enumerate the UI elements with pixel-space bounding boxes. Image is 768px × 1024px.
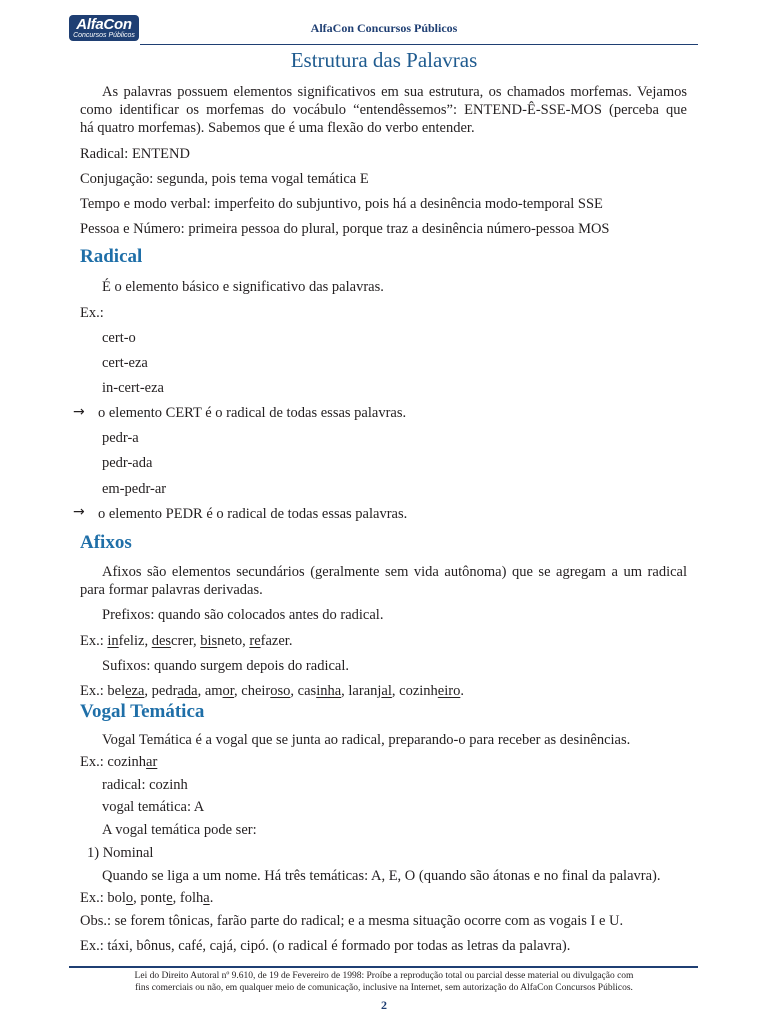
prefixos-definition: Prefixos: quando são colocados antes do radical. bbox=[102, 607, 384, 623]
vogal-obs: Obs.: se forem tônicas, farão parte do radical; e a mesma situação ocorre com as vogais I e U. bbox=[80, 913, 624, 929]
arrow-right-icon: → bbox=[73, 504, 85, 520]
vogal-nominal-item: 1) Nominal bbox=[87, 845, 154, 861]
header-divider bbox=[140, 44, 698, 45]
vogal-nominal-description: Quando se liga a um nome. Há três temáticas: A, E, O (quando são átonas e no final da palavra). bbox=[102, 868, 661, 884]
suffix-examples: Ex.: beleza, pedrada, amor, cheiroso, casinha, laranjal, cozinheiro. bbox=[80, 683, 464, 699]
arrow-right-icon: → bbox=[73, 404, 85, 420]
vogal-tematica-line: vogal temática: A bbox=[102, 799, 205, 815]
page-title: Estrutura das Palavras bbox=[290, 48, 478, 72]
radical-example: pedr-ada bbox=[102, 455, 153, 471]
vogal-definition: Vogal Temática é a vogal que se junta ao radical, preparando-o para receber as desinências. bbox=[102, 732, 631, 748]
intro-pessoa-numero: Pessoa e Número: primeira pessoa do plural, porque traz a desinência número-pessoa MOS bbox=[80, 221, 610, 237]
radical-example: cert-o bbox=[102, 330, 136, 346]
intro-paragraph-line-3: há quatro morfemas). Sabemos que é uma flexão do verbo entender. bbox=[80, 120, 475, 136]
intro-paragraph-line-2: como identificar os morfemas do vocábulo “entendêssemos”: ENTEND-Ê-SSE-MOS (perceba que bbox=[80, 102, 687, 118]
afixos-definition-line-2: para formar palavras derivadas. bbox=[80, 582, 263, 598]
intro-radical: Radical: ENTEND bbox=[80, 146, 190, 162]
intro-paragraph-line-1: As palavras possuem elementos significativos em sua estrutura, os chamados morfemas. Vejamos bbox=[102, 84, 687, 100]
section-heading-afixos: Afixos bbox=[80, 532, 132, 553]
vogal-pode-ser: A vogal temática pode ser: bbox=[102, 822, 257, 838]
radical-note-cert: o elemento CERT é o radical de todas essas palavras. bbox=[98, 405, 407, 421]
radical-ex-label: Ex.: bbox=[80, 305, 104, 321]
radical-example: in-cert-eza bbox=[102, 380, 164, 396]
nominal-examples: Ex.: bolo, ponte, folha. bbox=[80, 890, 214, 906]
radical-note-pedr: o elemento PEDR é o radical de todas essas palavras. bbox=[98, 506, 408, 522]
section-heading-vogal-tematica: Vogal Temática bbox=[80, 701, 205, 722]
vogal-tonicas-examples: Ex.: táxi, bônus, café, cajá, cipó. (o radical é formado por todas as letras da palavra). bbox=[80, 938, 571, 954]
radical-example: cert-eza bbox=[102, 355, 148, 371]
radical-example: em-pedr-ar bbox=[102, 481, 167, 497]
logo-main-text: AlfaCon bbox=[76, 16, 132, 33]
intro-tempo-modo: Tempo e modo verbal: imperfeito do subjuntivo, pois há a desinência modo-temporal SSE bbox=[80, 196, 603, 212]
intro-conjugacao: Conjugação: segunda, pois tema vogal temática E bbox=[80, 171, 369, 187]
radical-definition: É o elemento básico e significativo das palavras. bbox=[102, 279, 384, 295]
afixos-definition-line-1: Afixos são elementos secundários (geralmente sem vida autônoma) que se agregam a um radical bbox=[102, 564, 687, 580]
vogal-radical-line: radical: cozinh bbox=[102, 777, 188, 793]
prefix-examples: Ex.: infeliz, descrer, bisneto, refazer. bbox=[80, 633, 293, 649]
vogal-example: Ex.: cozinhar bbox=[80, 754, 158, 770]
header-title: AlfaCon Concursos Públicos bbox=[310, 21, 458, 35]
footer-divider bbox=[69, 966, 698, 968]
radical-example: pedr-a bbox=[102, 430, 139, 446]
footer-copyright-line-2: fins comerciais ou não, em qualquer meio de comunicação, inclusive na Internet, sem autorização do AlfaCon Concursos Públicos. bbox=[135, 983, 633, 993]
logo-sub-text: Concursos Públicos bbox=[73, 32, 135, 39]
footer-copyright-line-1: Lei do Direito Autoral nº 9.610, de 19 de Fevereiro de 1998: Proíbe a reprodução total ou parcial desse material ou divulgação com bbox=[134, 971, 634, 981]
sufixos-definition: Sufixos: quando surgem depois do radical. bbox=[102, 658, 350, 674]
page-number: 2 bbox=[381, 998, 387, 1012]
section-heading-radical: Radical bbox=[80, 246, 143, 267]
